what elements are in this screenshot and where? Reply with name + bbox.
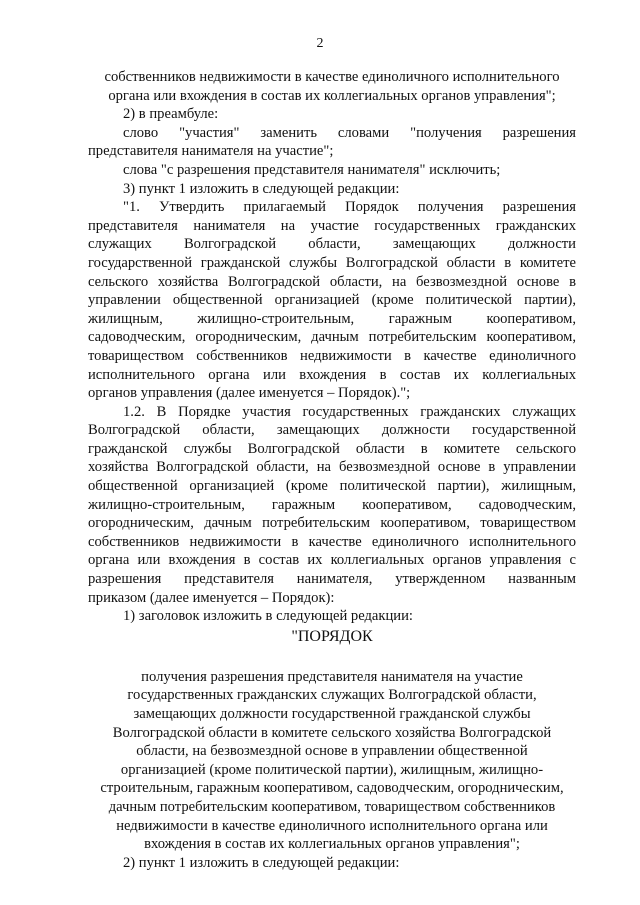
title-line: дачным потребительским кооперативом, товариществом собственников <box>108 798 556 815</box>
text-line: Волгоградской области, замещающих должности государственной <box>88 422 576 439</box>
text-line: огородническим, дачным потребительским кооперативом, товариществом <box>88 515 576 532</box>
page-number: 2 <box>316 36 324 51</box>
text-line: управлении общественной организацией (кроме политической партии), <box>88 292 576 309</box>
text-line: государственной гражданской службы Волгоградской области в комитете <box>88 254 576 271</box>
text-line: слова "с разрешения представителя нанимателя" исключить; <box>123 161 501 178</box>
text-line: разрешения представителя нанимателя, утвержденном названным <box>88 571 576 588</box>
title-line: вхождения в состав их коллегиальных органов управления"; <box>144 836 520 853</box>
text-line: товариществом собственников недвижимости в качестве единоличного <box>88 347 576 364</box>
text-line: органа или вхождения в состав их коллегиальных органов управления с <box>88 552 576 569</box>
text-line: органа или вхождения в состав их коллегиальных органов управления"; <box>108 87 556 104</box>
document-body <box>88 68 576 872</box>
text-line: "1. Утвердить прилагаемый Порядок получения разрешения <box>123 199 576 216</box>
text-line: 1.2. В Порядке участия государственных гражданских служащих <box>123 403 576 420</box>
title-line: получения разрешения представителя нанимателя на участие <box>141 668 523 685</box>
text-line: 2) в преамбуле: <box>123 106 219 123</box>
title-line: организацией (кроме политической партии), жилищным, жилищно- <box>120 761 544 778</box>
text-line: гражданской службы Волгоградской области в комитете сельского <box>88 440 576 457</box>
title-line: государственных гражданских служащих Волгоградской области, <box>127 687 537 704</box>
text-line: сельского хозяйства Волгоградской области, на безвозмездной основе в <box>88 273 576 290</box>
text-line: приказом (далее именуется – Порядок): <box>88 589 335 606</box>
title-line: области, на безвозмездной основе в управлении общественной <box>136 743 528 760</box>
section-title: "ПОРЯДОК <box>291 627 373 645</box>
spacer <box>88 648 576 668</box>
text-line: служащих Волгоградской области, замещающих должности <box>88 236 576 253</box>
text-line: представителя нанимателя на участие"; <box>88 143 334 160</box>
title-line: Волгоградской области в комитете сельского хозяйства Волгоградской <box>112 724 552 741</box>
text-line: 1) заголовок изложить в следующей редакции: <box>123 608 413 625</box>
text-line: 3) пункт 1 изложить в следующей редакции: <box>123 180 400 197</box>
text-line: собственников недвижимости в качестве единоличного исполнительного <box>88 533 576 550</box>
text-line: садоводческим, огородническим, дачным потребительским кооперативом, <box>88 329 576 346</box>
text-line: слово "участия" заменить словами "получения разрешения <box>123 124 576 141</box>
title-line: замещающих должности государственной гражданской службы <box>133 706 531 722</box>
text-line: представителя нанимателя на участие государственных гражданских <box>88 217 576 234</box>
text-line: жилищным, жилищно-строительным, гаражным кооперативом, <box>88 310 576 327</box>
text-line: общественной организацией (кроме политической партии), жилищным, <box>88 478 576 495</box>
text-line: исполнительного органа или вхождения в состав их коллегиальных <box>88 366 576 383</box>
text-line: 2) пункт 1 изложить в следующей редакции: <box>123 854 400 871</box>
text-line: собственников недвижимости в качестве единоличного исполнительного <box>104 69 560 85</box>
text-line: органов управления (далее именуется – Порядок)."; <box>88 385 411 402</box>
title-line: недвижимости в качестве единоличного исполнительного органа или <box>116 817 548 834</box>
text-line: жилищно-строительным, гаражным кооперативом, садоводческим, <box>88 496 576 513</box>
text-line: хозяйства Волгоградской области, на безвозмездной основе в управлении <box>88 459 576 476</box>
title-line: строительным, гаражным кооперативом, садоводческим, огородническим, <box>100 780 564 797</box>
